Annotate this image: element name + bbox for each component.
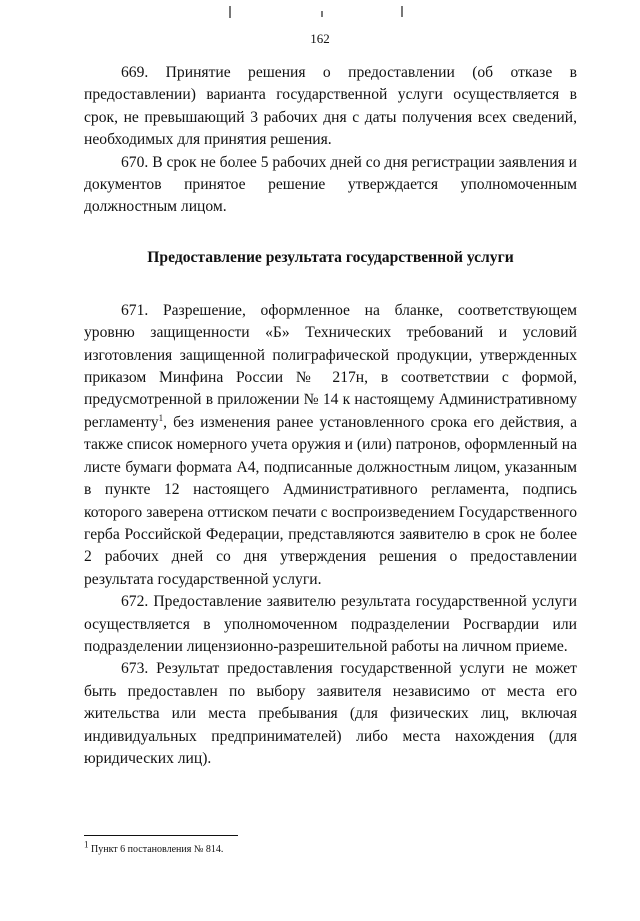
paragraph-669: 669. Принятие решения о предоставлении (об отказе в предоставлении) варианта государственной услуги осуществляется в срок, не превышающий 3 рабочих дня с даты получения всех сведений, необходимых для принятия решения.: [84, 64, 577, 149]
document-body: [84, 62, 577, 770]
footnote-mark: 1: [84, 839, 89, 850]
paragraph-672: 672. Предоставление заявителю результата государственной услуги осуществляется в уполномоченном подразделении Росгвардии или подразделении лицензионно-разрешительной работы на личном приеме.: [84, 593, 577, 655]
paragraph-671: [84, 300, 577, 591]
paragraph-673: 673. Результат предоставления государственной услуги не может быть предоставлен по выбору заявителя независимо от места его жительства или места пребывания (для физических лиц, включая индивидуальных предпринимателей) либо места нахождения (для юридических лиц).: [84, 660, 577, 767]
footnote-separator: [84, 835, 238, 836]
section-title: Предоставление результата государственной услуги: [147, 248, 514, 266]
page-number: 162: [310, 31, 330, 46]
scan-artifacts: [225, 6, 415, 20]
footnote: [84, 839, 224, 856]
paragraph-671-part2: , без изменения ранее установленного срока его действия, а также список номерного учета оружия и (или) патронов, оформленный на листе бумаги формата А4, подписанные должностным лицом, указанным в пункте 12 настоящего Административного регламента, подпись которого заверена оттиском печати с воспроизведением Государственного герба Российской Федерации, представляются заявителю в срок не более 2 рабочих дней со дня утверждения решения о предоставлении результата государственной услуги.: [84, 413, 577, 588]
footnote-reference: 1: [158, 412, 164, 423]
paragraph-671-part1: 671. Разрешение, оформленное на бланке, соответствующем уровню защищенности «Б» Технических требований и условий изготовления защищенной полиграфической продукции, утвержденных приказом Минфина России № 217н, в соответствии с формой, предусмотренной в приложении № 14 к настоящему Административному регламенту: [84, 301, 577, 431]
footnote-text: Пункт 6 постановления № 814.: [88, 844, 224, 855]
paragraph-670: 670. В срок не более 5 рабочих дней со дня регистрации заявления и документов принятое решение утверждается уполномоченным должностным лицом.: [84, 153, 577, 216]
